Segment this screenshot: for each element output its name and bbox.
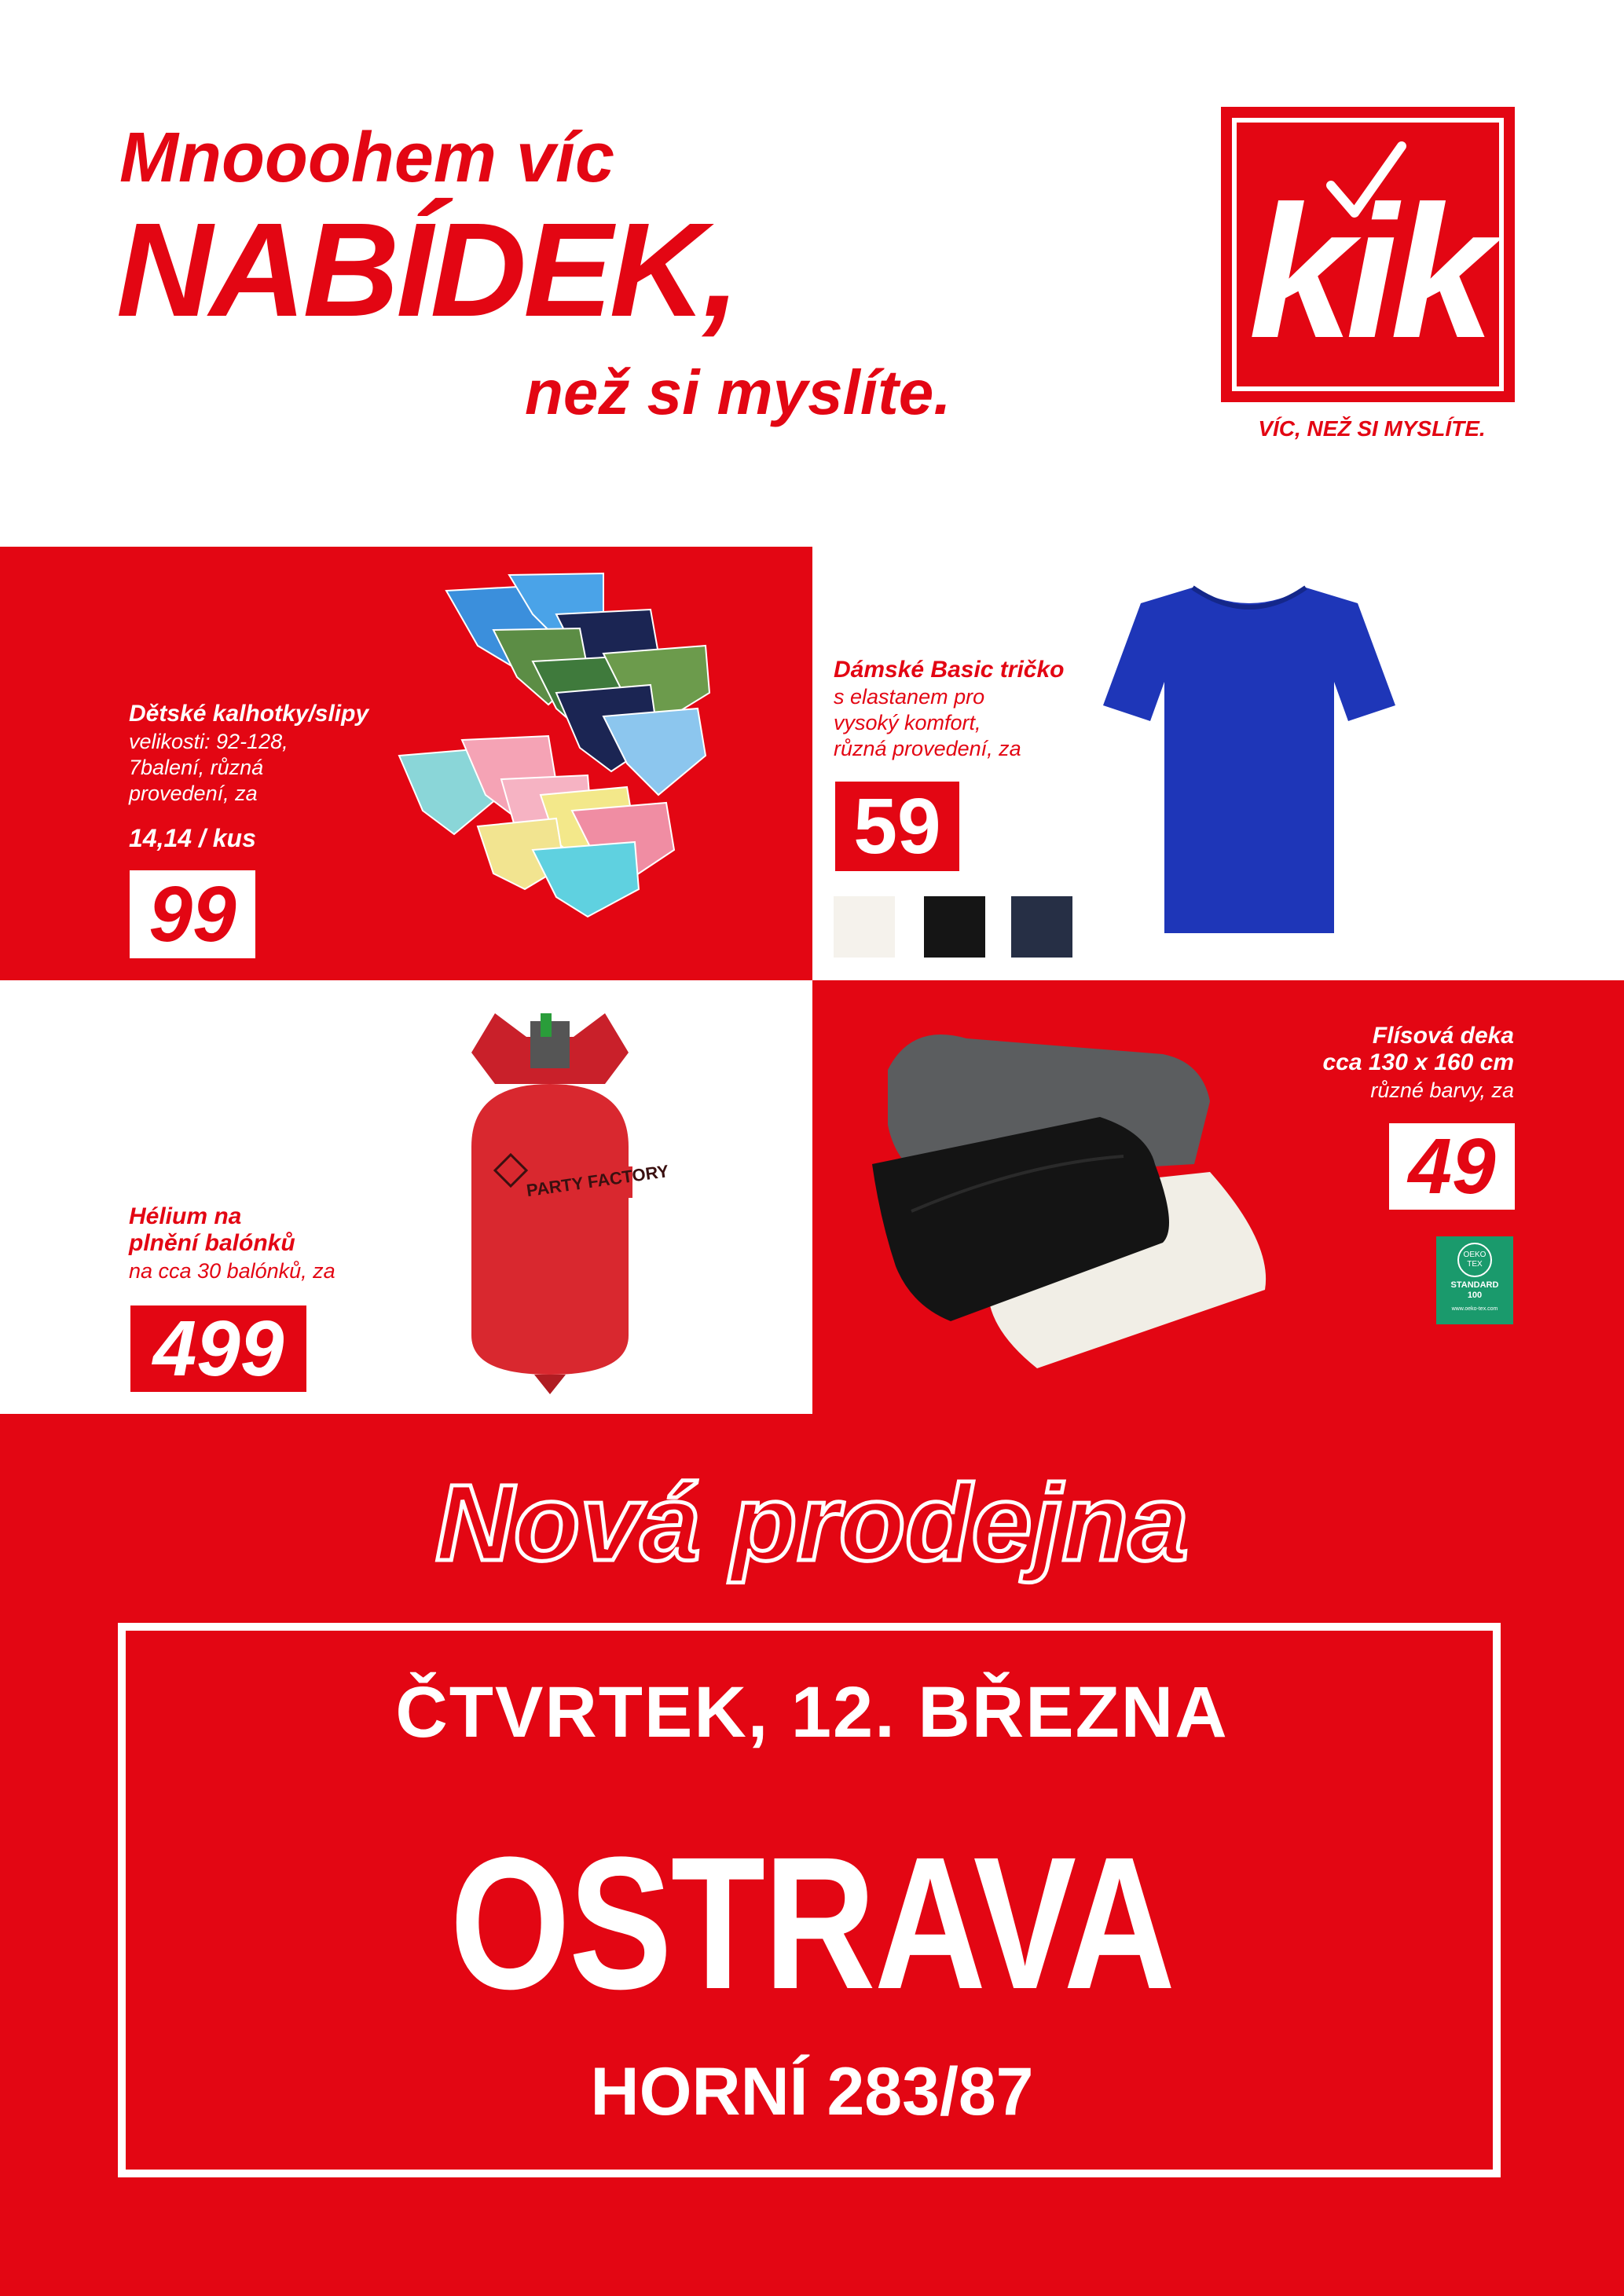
price-box [130,1305,306,1392]
price-box [130,870,255,958]
product-title: Flísová deka [1372,1023,1514,1049]
price-box [835,782,959,871]
store-headline: Nová prodejna [435,1463,1189,1584]
product-title: Dětské kalhotky/slipy [129,701,369,727]
product-desc-line: na cca 30 balónků, za [129,1259,335,1283]
helium-tank-image [448,1005,670,1398]
price-value: 49 [1408,1122,1496,1210]
badge-line: TEX [1467,1260,1483,1269]
store-date: ČTVRTEK, 12. BŘEZNA [395,1672,1229,1752]
color-swatch-black [924,896,985,958]
headline-line2: NABÍDEK, [116,196,737,345]
product-desc-line: různé barvy, za [1370,1078,1514,1102]
product-title: Hélium na [129,1203,242,1229]
price-value: 499 [152,1305,284,1393]
price-value: 59 [853,782,941,870]
oeko-tex-badge [1436,1236,1513,1324]
logo-frame [1232,118,1504,391]
product-title: Dámské Basic tričko [834,657,1065,683]
tshirt-image [1098,580,1400,941]
badge-line: OEKO [1463,1251,1487,1259]
underwear-image [399,559,729,921]
color-swatch-navy [1011,896,1072,958]
headline-line3: než si myslíte. [525,357,951,427]
blanket-image [864,1007,1273,1384]
kik-logo [1221,107,1515,402]
badge-line: STANDARD [1450,1280,1499,1290]
product-title: plnění balónků [129,1230,295,1256]
product-desc-line: velikosti: 92-128, [129,730,288,753]
price-box [1389,1123,1515,1210]
logo-tagline: VÍC, NEŽ SI MYSLÍTE. [1258,416,1486,441]
product-title: cca 130 x 160 cm [1322,1049,1514,1075]
color-swatch-cream [834,896,895,958]
price-value: 99 [148,870,236,958]
product-desc-line: různá provedení, za [834,737,1021,760]
unit-price: 14,14 / kus [129,824,256,852]
product-desc-line: s elastanem pro [834,685,985,709]
logo-text: kik [1248,167,1487,377]
tank-label: PARTY FACTORY [525,1161,670,1201]
store-address: HORNÍ 283/87 [590,2054,1034,2129]
oeko-circle-icon [1457,1243,1492,1277]
store-city: OSTRAVA [449,1818,1175,2028]
badge-url: www.oeko-tex.com [1451,1306,1498,1312]
headline-line1: Mnooohem víc [119,119,615,197]
product-desc-line: 7balení, různá [129,756,264,779]
product-desc-line: provedení, za [129,782,258,805]
product-desc-line: vysoký komfort, [834,711,981,734]
badge-line: 100 [1467,1291,1483,1300]
